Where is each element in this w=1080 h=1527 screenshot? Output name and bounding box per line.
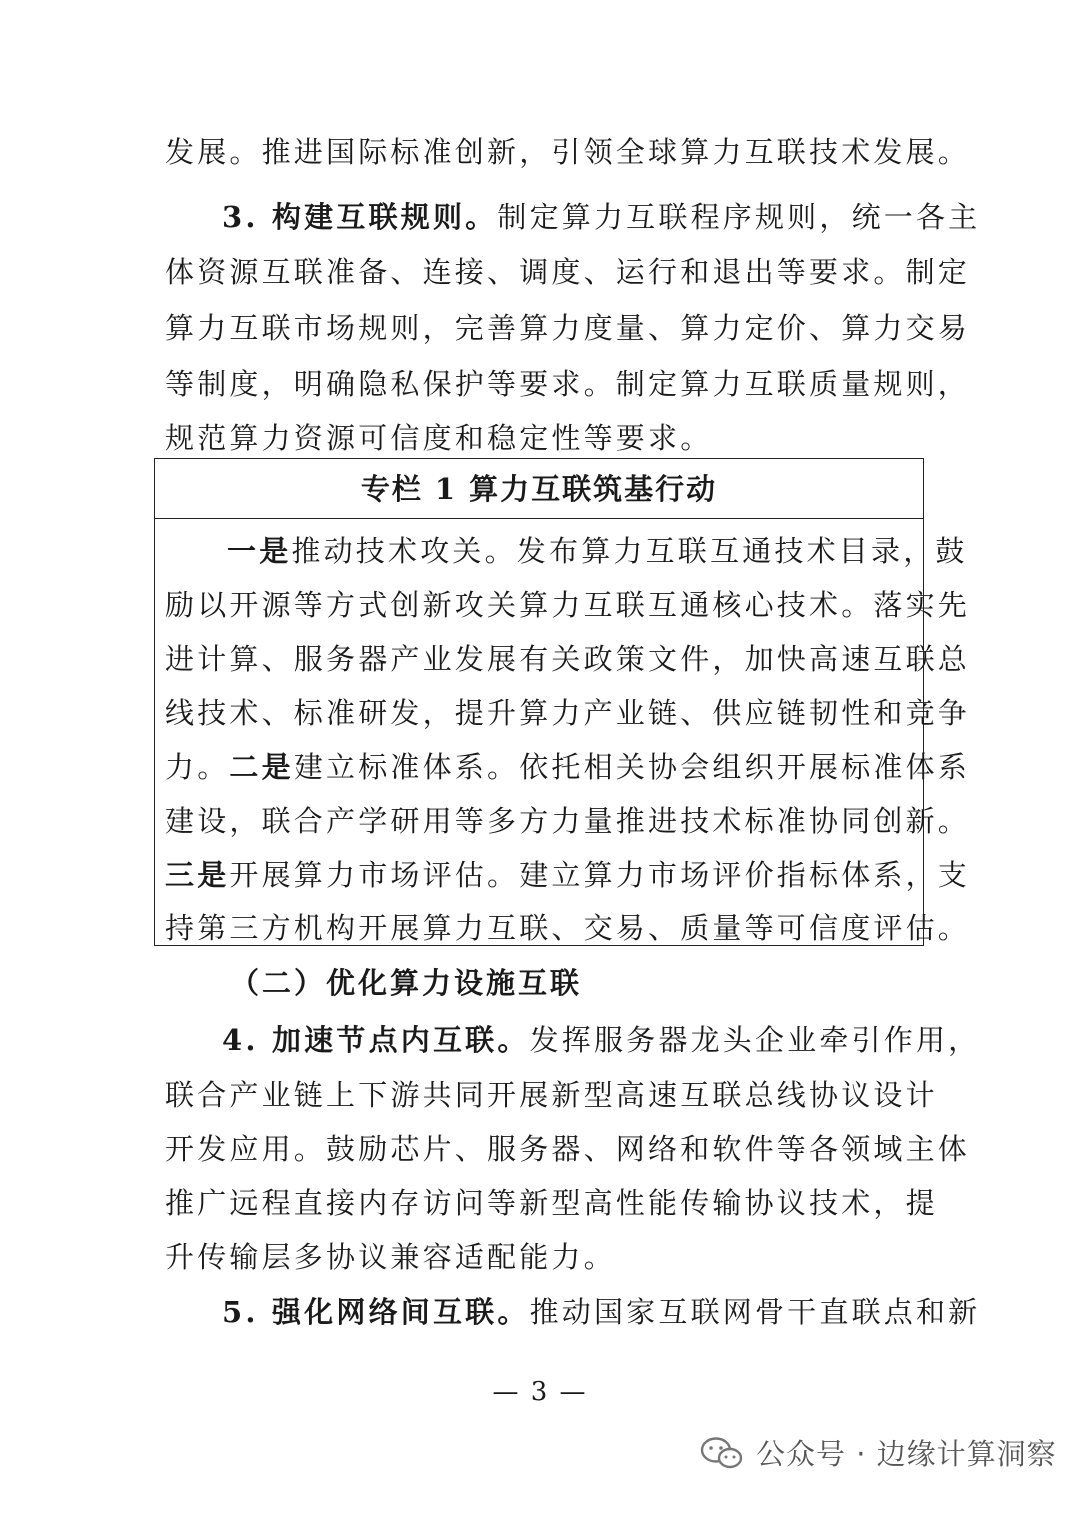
column-line: 持第三方机构开展算力互联、交易、质量等可信度评估。 bbox=[165, 911, 971, 945]
column-point-3: 三是 bbox=[165, 858, 230, 892]
item-4 bbox=[222, 1020, 980, 1060]
column-line bbox=[165, 855, 970, 895]
column-point-1: 一是 bbox=[227, 534, 292, 568]
watermark bbox=[700, 1432, 1057, 1473]
item-3 bbox=[222, 197, 980, 237]
column-line: 进计算、服务器产业发展有关政策文件，加快高速互联总 bbox=[165, 642, 971, 676]
text-line: 等制度，明确隐私保护等要求。制定算力互联质量规则， bbox=[165, 367, 971, 401]
column-divider bbox=[155, 518, 923, 519]
text-line: 规范算力资源可信度和稳定性等要求。 bbox=[165, 421, 713, 455]
column-line: 励以开源等方式创新攻关算力互联互通核心技术。落实先 bbox=[165, 588, 971, 622]
section-heading: （二）优化算力设施互联 bbox=[230, 966, 583, 1000]
watermark-text: 公众号 · 边缘计算洞察 bbox=[756, 1437, 1057, 1471]
text-line: 推广远程直接内存访问等新型高性能传输协议技术，提 bbox=[165, 1186, 938, 1220]
text-line: 算力互联市场规则，完善算力度量、算力定价、算力交易 bbox=[165, 311, 971, 345]
item-3-heading: 3. 构建互联规则。 bbox=[222, 200, 498, 234]
item-5 bbox=[222, 1292, 980, 1332]
item-4-text: 发挥服务器龙头企业牵引作用， bbox=[529, 1023, 981, 1057]
column-line bbox=[227, 531, 968, 571]
text-line: 发展。推进国际标准创新，引领全球算力互联技术发展。 bbox=[165, 135, 971, 169]
column-text: 力。 bbox=[165, 750, 230, 784]
text-line: 升传输层多协议兼容适配能力。 bbox=[165, 1240, 616, 1274]
column-box bbox=[154, 458, 971, 946]
page-number: — 3 — bbox=[492, 1377, 588, 1407]
text-line: 体资源互联准备、连接、调度、运行和退出等要求。制定 bbox=[165, 255, 971, 289]
text-line: 联合产业链上下游共同开展新型高速互联总线协议设计 bbox=[165, 1078, 938, 1112]
item-4-heading: 4. 加速节点内互联。 bbox=[222, 1023, 530, 1057]
item-5-text: 推动国家互联网骨干直联点和新 bbox=[529, 1295, 981, 1329]
text-line: 开发应用。鼓励芯片、服务器、网络和软件等各领域主体 bbox=[165, 1132, 971, 1166]
item-3-text: 制定算力互联程序规则，统一各主 bbox=[497, 200, 981, 234]
column-point-2: 二是 bbox=[229, 750, 294, 784]
column-line: 线技术、标准研发，提升算力产业链、供应链韧性和竞争 bbox=[165, 696, 971, 730]
column-title: 专栏 1 算力互联筑基行动 bbox=[360, 472, 718, 506]
column-text: 开展算力市场评估。建立算力市场评价指标体系，支 bbox=[229, 858, 971, 892]
column-text: 建立标准体系。依托相关协会组织开展标准体系 bbox=[293, 750, 971, 784]
column-line bbox=[165, 747, 970, 787]
column-text: 推动技术攻关。发布算力互联互通技术目录，鼓 bbox=[291, 534, 968, 568]
wechat-icon bbox=[700, 1436, 744, 1470]
item-5-heading: 5. 强化网络间互联。 bbox=[222, 1295, 530, 1329]
column-line: 建设，联合产学研用等多方力量推进技术标准协同创新。 bbox=[165, 804, 971, 838]
